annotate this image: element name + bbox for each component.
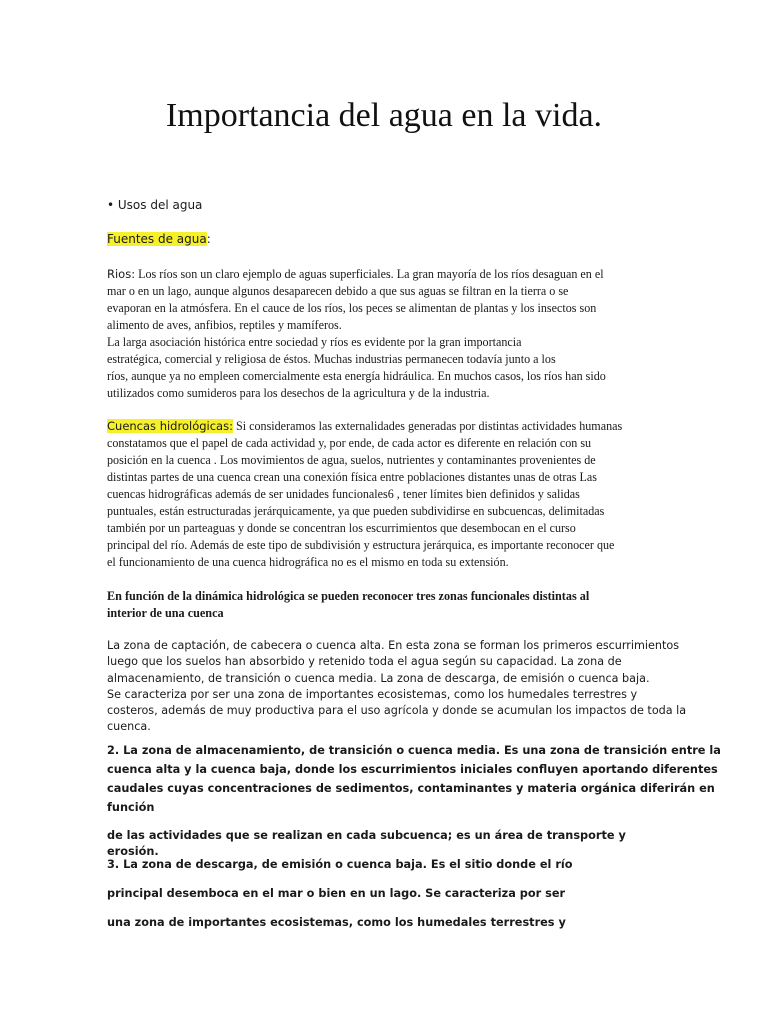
zonas-line: cuenca. — [107, 720, 151, 734]
zonas-line: Se caracteriza por ser una zona de importantes ecosistemas, como los humedales terrestres y — [107, 687, 638, 701]
zonas-line: La zona de captación, de cabecera o cuenca alta. En esta zona se forman los primeros escurrimientos — [107, 639, 680, 652]
zona-2-line: función — [107, 801, 155, 814]
zonas-line: luego que los suelos han absorbido y retenido toda el agua según su capacidad. La zona de — [107, 655, 622, 669]
cuencas-line-text: Si consideramos las externalidades generadas por distintas actividades humanas — [232, 419, 623, 433]
zonas-line: almacenamiento, de transición o cuenca media. La zona de descarga, de emisión o cuenca baja. — [107, 671, 650, 685]
cuencas-line: el funcionamiento de una cuenca hidrográfica no es el mismo en toda su extensión. — [107, 555, 509, 569]
rios-line: mar o en un lago, aunque algunos desaparecen debido a que sus aguas se filtran en la tierra o se — [107, 284, 569, 298]
cuencas-line: distintas partes de una cuenca crean una conexión física entre poblaciones distantes unas de otras Las — [107, 470, 597, 484]
rios-paragraph — [107, 266, 667, 402]
zonas-paragraph — [107, 638, 687, 736]
cuencas-line: puntuales, están estructuradas jerárquicamente, ya que pueden subdividirse en subcuencas, delimitadas — [107, 504, 605, 518]
zonas-heading-line: interior de una cuenca — [107, 606, 224, 620]
rios-line: evaporan en la atmósfera. En el cauce de los ríos, los peces se alimentan de plantas y los insectos son — [107, 301, 597, 315]
zona-3-line-b: principal desemboca en el mar o bien en un lago. Se caracteriza por ser — [107, 887, 566, 900]
rios-line: alimento de aves, anfibios, reptiles y mamíferos. — [107, 318, 342, 332]
zona-2-continuation: de las actividades que se realizan en cada subcuenca; es un área de transporte y erosión. — [107, 829, 626, 858]
fuentes-highlight: Fuentes de agua — [107, 232, 207, 246]
zona-3-line-a: 3. La zona de descarga, de emisión o cuenca baja. Es el sitio donde el río — [107, 858, 573, 871]
cuencas-label: Cuencas hidrológicas: — [107, 419, 233, 433]
cuencas-line: principal del río. Además de este tipo de subdivisión y estructura jerárquica, es importante reconocer que — [107, 538, 615, 552]
cuencas-line: cuencas hidrográficas además de ser unidades funcionales6 , tener límites bien definidos y salidas — [107, 487, 580, 501]
rios-line-text: Los ríos son un claro ejemplo de aguas superficiales. La gran mayoría de los ríos desaguan en el — [135, 267, 604, 281]
zona-2-paragraph — [107, 741, 721, 817]
zona-3-line-c: una zona de importantes ecosistemas, como los humedales terrestres y — [107, 916, 566, 929]
cuencas-line: también por un parteaguas y donde se concentran los escurrimientos que desembocan en el curso — [107, 521, 576, 535]
zona-2-line: 2. La zona de almacenamiento, de transición o cuenca media. Es una zona de transición entre la — [107, 744, 721, 757]
fuentes-colon: : — [206, 232, 211, 246]
bullet-usos-del-agua: • Usos del agua — [107, 198, 203, 212]
zona-2-line: caudales cuyas concentraciones de sedimentos, contaminantes y materia orgánica diferirán en — [107, 782, 715, 795]
fuentes-heading — [107, 231, 667, 247]
zonas-heading-line: En función de la dinámica hidrológica se pueden reconocer tres zonas funcionales distintas al — [107, 589, 590, 603]
page-title: Importancia del agua en la vida. — [165, 97, 603, 134]
zona-2-line: cuenca alta y la cuenca baja, donde los escurrimientos iniciales confluyen aportando diferentes — [107, 763, 718, 776]
rios-line: estratégica, comercial y religiosa de éstos. Muchas industrias permanecen todavía junto a los — [107, 352, 556, 366]
rios-label: Rios: — [107, 267, 136, 281]
rios-line: La larga asociación histórica entre sociedad y ríos es evidente por la gran importancia — [107, 335, 522, 349]
cuencas-line: constatamos que el papel de cada actividad y, por ende, de cada actor es diferente en relación con su — [107, 436, 592, 450]
cuencas-line — [107, 418, 667, 435]
rios-line: utilizados como sumideros para los desechos de la agricultura y de la industria. — [107, 386, 490, 400]
zonas-line: costeros, además de muy productiva para el uso agrícola y donde se acumulan los impactos de toda la — [107, 704, 687, 718]
zonas-heading — [107, 588, 667, 622]
rios-line: ríos, aunque ya no empleen comercialmente esta energía hidráulica. En muchos casos, los ríos han sido — [107, 369, 606, 383]
cuencas-paragraph — [107, 418, 667, 571]
cuencas-line: posición en la cuenca . Los movimientos de agua, suelos, nutrientes y contaminantes provenientes de — [107, 453, 596, 467]
rios-line — [107, 266, 667, 283]
